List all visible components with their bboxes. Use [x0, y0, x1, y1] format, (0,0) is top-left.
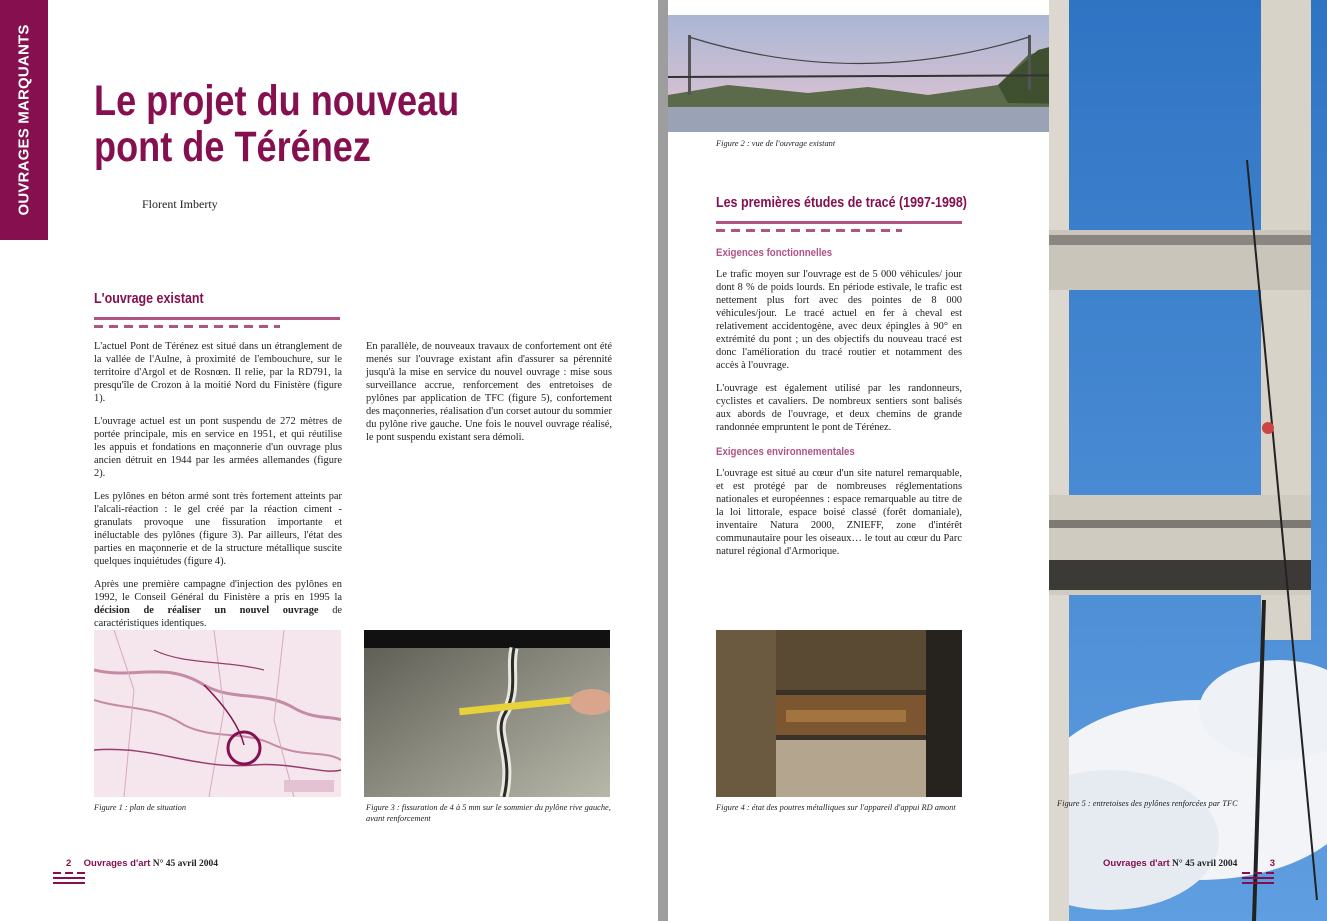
- paragraph: En parallèle, de nouveaux travaux de confortement ont été menés sur l'ouvrage existant afin d'assurer sa pérennité jusqu'à la mise en service du nouvel ouvrage : mise sous surveillance accrue, renforcement des entretoises de pylônes par application de TFC (figure 5), confortement des maçonneries, réalisation d'un corset autour du sommier du pylône rive gauche. Une fois le nouvel ouvrage réalisé, le pont suspendu existant sera démoli.: [366, 341, 612, 443]
- subheading-functional: Exigences fonctionnelles: [716, 247, 833, 259]
- paragraph-text: de caractéristiques identiques.: [94, 605, 343, 629]
- text-column-functional: [716, 268, 962, 444]
- emphasis-text: décision de réaliser un nouvel ouvrage: [94, 605, 319, 616]
- title-line-2: pont de Térénez: [94, 123, 371, 171]
- heading-rule: [716, 221, 962, 224]
- footer-mark: [1242, 872, 1274, 884]
- magazine-name: Ouvrages d'art: [1103, 858, 1170, 869]
- paragraph: L'ouvrage est également utilisé par les randonneurs, cyclistes et cavaliers. De nombreux sentiers sont balisés aux abords de l'ouvrage, et deux chemins de grande randonnée empruntent le pont de Térénez.: [716, 383, 962, 433]
- paragraph-text: Après une première campagne d'injection des pylônes en 1992, le Conseil Général du Finistère a pris en 1995 la: [94, 579, 342, 603]
- right-footer: [1103, 858, 1275, 869]
- text-column-2: [366, 340, 612, 454]
- figure-4-beam-photo: [716, 630, 962, 797]
- footer-mark: [53, 872, 85, 884]
- page-number: 3: [1269, 858, 1276, 869]
- heading-dashes: [716, 229, 902, 232]
- issue-number: N° 45: [152, 859, 176, 869]
- paragraph: Le trafic moyen sur l'ouvrage est de 5 000 véhicules/ jour dont 8 % de poids lourds. En période estivale, le trafic est nettement plus fort avec des pointes de 8 000 véhicules/jour. Le tracé actuel en fer à cheval est relativement accidentogène, avec deux épingles à 90° en extrémité du pont ; un des objectifs du nouveau tracé est donc l'amélioration du tracé routier et notamment des accès à l'ouvrage.: [716, 269, 962, 371]
- beam-photo-illustration: [716, 630, 962, 797]
- page-number: 2: [66, 858, 72, 869]
- figure-3-caption: Figure 3 : fissuration de 4 à 5 mm sur le sommier du pylône rive gauche, avant renforcement: [366, 803, 611, 823]
- paragraph: [94, 578, 342, 630]
- crack-photo-illustration: [364, 630, 610, 797]
- section-side-tab: [0, 0, 48, 240]
- figure-3-crack-photo: [364, 630, 610, 797]
- heading-dashes: [94, 325, 280, 328]
- map-illustration: [94, 630, 341, 797]
- figure-1-caption: Figure 1 : plan de situation: [94, 803, 187, 812]
- paragraph: Les pylônes en béton armé sont très fortement atteints par l'alcali-réaction : le gel créé par la réaction ciment - granulats provoque une fissuration importante et inéluctable des pylônes (figure 3). Par ailleurs, l'état des parties en maçonnerie et de la structure métallique suscite quelques inquiétudes (figure 4).: [94, 491, 342, 567]
- author-name: Florent Imberty: [142, 197, 218, 211]
- heading-rule: [94, 317, 340, 320]
- figure-4-caption: Figure 4 : état des poutres métalliques sur l'appareil d'appui RD amont: [716, 803, 956, 812]
- section-heading-studies: Les premières études de tracé (1997-1998): [716, 195, 967, 211]
- figure-5-caption: Figure 5 : entretoises des pylônes renforcées par TFC: [1057, 799, 1238, 808]
- text-column-1: [94, 340, 342, 640]
- side-tab-label: OUVRAGES MARQUANTS: [15, 24, 33, 216]
- paragraph: L'ouvrage est situé au cœur d'un site naturel remarquable, et est protégé par de nombreuses réglementations nationales et européennes : espace remarquable au titre de la loi littorale, espace boisé classé (forêt domaniale), inventaire Natura 2000, ZNIEFF, zone d'intérêt communautaire pour les oiseaux… le tout au cœur du Parc naturel régional d'Armorique.: [716, 468, 962, 557]
- issue-date: avril 2004: [177, 859, 219, 869]
- pylon-photo-illustration: [1049, 0, 1327, 921]
- paragraph: L'actuel Pont de Térénez est situé dans un étranglement de la vallée de l'Aulne, à proximité de l'embouchure, sur le territoire d'Argol et de Rosnœn. Il relie, par la RD791, la presqu'île de Crozon à la moitié Nord du Finistère (figure 1).: [94, 341, 342, 404]
- figure-5-pylon-photo: [1049, 0, 1327, 921]
- left-page: [0, 0, 658, 921]
- article-title: [94, 78, 459, 170]
- right-page: [668, 0, 1327, 921]
- issue-number: N° 45: [1172, 859, 1195, 869]
- magazine-name: Ouvrages d'art: [83, 858, 151, 869]
- subheading-environmental: Exigences environnementales: [716, 446, 855, 458]
- section-heading-existing: L'ouvrage existant: [94, 291, 204, 307]
- text-column-environmental: [716, 467, 962, 568]
- left-footer: [66, 858, 218, 869]
- issue-date: avril 2004: [1196, 859, 1238, 869]
- paragraph: L'ouvrage actuel est un pont suspendu de 272 mètres de portée principale, mis en service en 1951, et qui réutilise les appuis et fondations en maçonnerie d'un ouvrage plus ancien détruit en 1944 par les armées allemandes (figure 2).: [94, 416, 342, 479]
- title-line-1: Le projet du nouveau: [94, 77, 460, 125]
- figure-2-caption: Figure 2 : vue de l'ouvrage existant: [716, 139, 836, 148]
- figure-1-map: [94, 630, 341, 797]
